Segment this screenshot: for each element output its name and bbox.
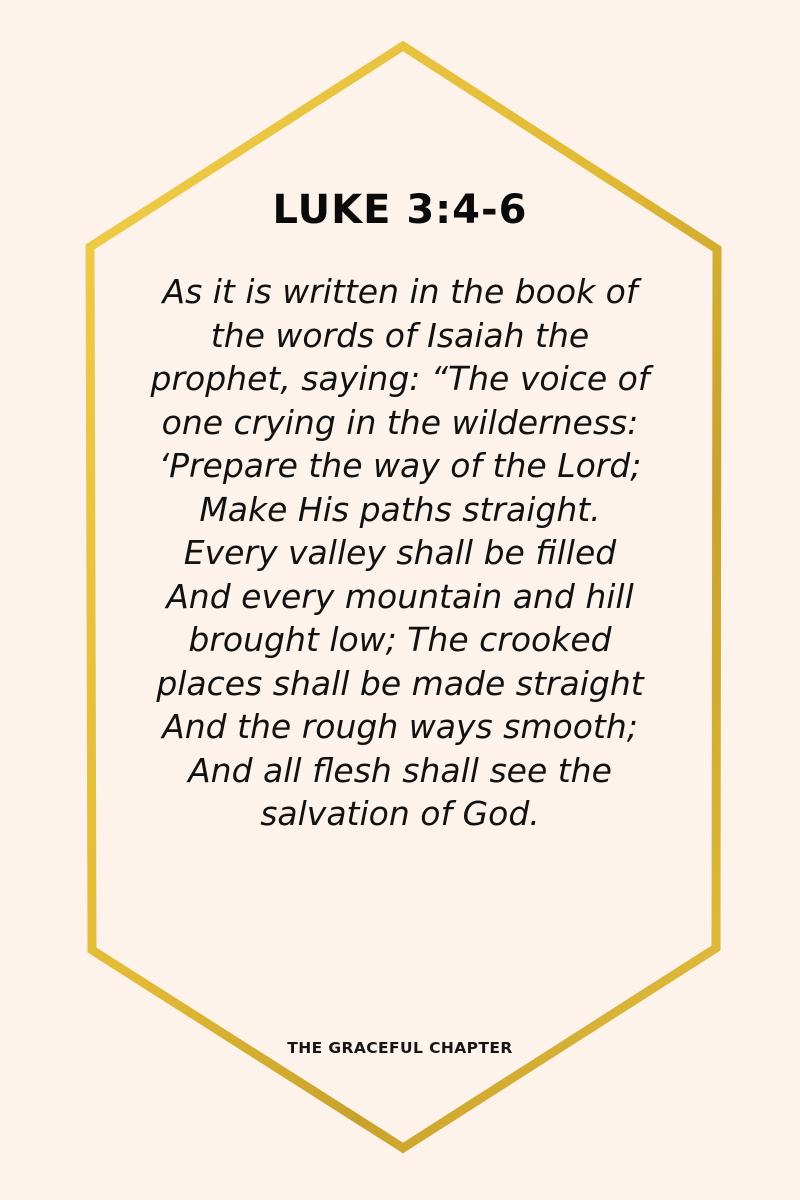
verse-line: brought low; The crooked	[188, 620, 612, 659]
verse-line: And every mountain and hill	[166, 576, 634, 616]
verse-line: places shall be made straight	[156, 663, 644, 703]
verse-line: prophet, saying: “The voice of	[150, 359, 650, 398]
verse-line: ‘Prepare the way of the Lord;	[158, 446, 642, 485]
verse-line: salvation of God.	[260, 794, 540, 833]
verse-line: one crying in the wilderness:	[161, 402, 639, 442]
verse-line: And all flesh shall see the	[188, 750, 612, 790]
verse-line: the words of Isaiah the	[210, 315, 590, 355]
verse-line: Every valley shall be filled	[183, 533, 617, 572]
verse-line: As it is written in the book of	[162, 272, 638, 311]
brand-credit: THE GRACEFUL CHAPTER	[287, 1039, 513, 1057]
verse-line: Make His paths straight.	[199, 489, 601, 529]
verse-reference-title: LUKE 3:4-6	[272, 187, 528, 233]
verse-text	[110, 270, 690, 836]
verse-line: And the rough ways smooth;	[162, 707, 638, 746]
